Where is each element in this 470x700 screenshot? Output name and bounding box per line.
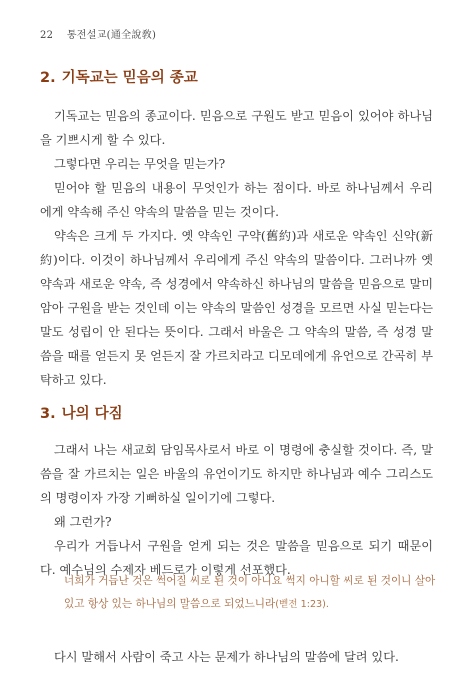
paragraph: 믿어야 할 믿음의 내용이 무엇인가 하는 점이다. 바로 하나님께서 우리에게 약속해 주신 약속의 말씀을 믿는 것이다. bbox=[40, 181, 433, 219]
paragraph: 우리가 거듭나서 구원을 얻게 되는 것은 말씀을 믿음으로 되기 때문이다. 예수님의 수제자 베드로가 이렇게 선포했다. bbox=[40, 539, 433, 577]
paragraph: 그래서 나는 새교회 담임목사로서 바로 이 명령에 충실할 것이다. 즉, 말씀을 잘 가르치는 일은 바울의 유언이기도 하지만 하나님과 예수 그리스도의 명령이자 가장 기뻐하실 일이기에 그렇다. bbox=[40, 443, 433, 505]
paragraph: 그렇다면 우리는 무엇을 믿는가? bbox=[54, 157, 226, 171]
quote-text: 너희가 거듭난 것은 썩어질 씨로 된 것이 아니요 썩지 아니할 씨로 된 것이니 살아 있고 항상 있는 하나님의 말씀으로 되었느니라 bbox=[64, 575, 436, 610]
section-number: 2. bbox=[40, 70, 56, 86]
closing-paragraph: 다시 말해서 사람이 죽고 사는 문제가 하나님의 말씀에 달려 있다. bbox=[54, 650, 399, 664]
section-title: 나의 다짐 bbox=[61, 406, 123, 422]
paragraph: 기독교는 믿음의 종교이다. 믿음으로 구원도 받고 믿음이 있어야 하나님을 기쁘시게 할 수 있다. bbox=[40, 109, 433, 147]
section-3-body bbox=[40, 438, 433, 582]
book-title: 통전설교(通全說敎) bbox=[66, 30, 157, 41]
quote-reference: (벧전 1:23). bbox=[275, 599, 329, 610]
section-heading-2 bbox=[40, 66, 198, 87]
section-title: 기독교는 믿음의 종교 bbox=[61, 70, 198, 86]
section-heading-3 bbox=[40, 402, 123, 423]
paragraph: 약속은 크게 두 가지다. 옛 약속인 구약(舊約)과 새로운 약속인 신약(新約)이다. 이것이 하나님께서 우리에게 주신 약속의 말씀이다. 그러나까 옛 약속과 새로운 약속, 즉 성경에서 약속하신 하나님의 말씀을 믿음으로 말미암아 구원을 받는 것인데 이는 약속의 말씀인 성경을 모르면 사실 믿는다는 말도 성립이 안 된다는 뜻이다. 그래서 바울은 그 약속의 말씀, 즉 성경 말씀을 때를 얻든지 못 얻든지 잘 가르치라고 디모데에게 유언으로 간곡히 부탁하고 있다. bbox=[40, 229, 433, 387]
scripture-quote bbox=[64, 570, 436, 616]
page-number: 22 bbox=[40, 30, 54, 41]
running-header bbox=[40, 26, 156, 41]
paragraph: 왜 그런가? bbox=[54, 515, 112, 529]
section-number: 3. bbox=[40, 406, 56, 422]
section-2-body bbox=[40, 104, 433, 392]
